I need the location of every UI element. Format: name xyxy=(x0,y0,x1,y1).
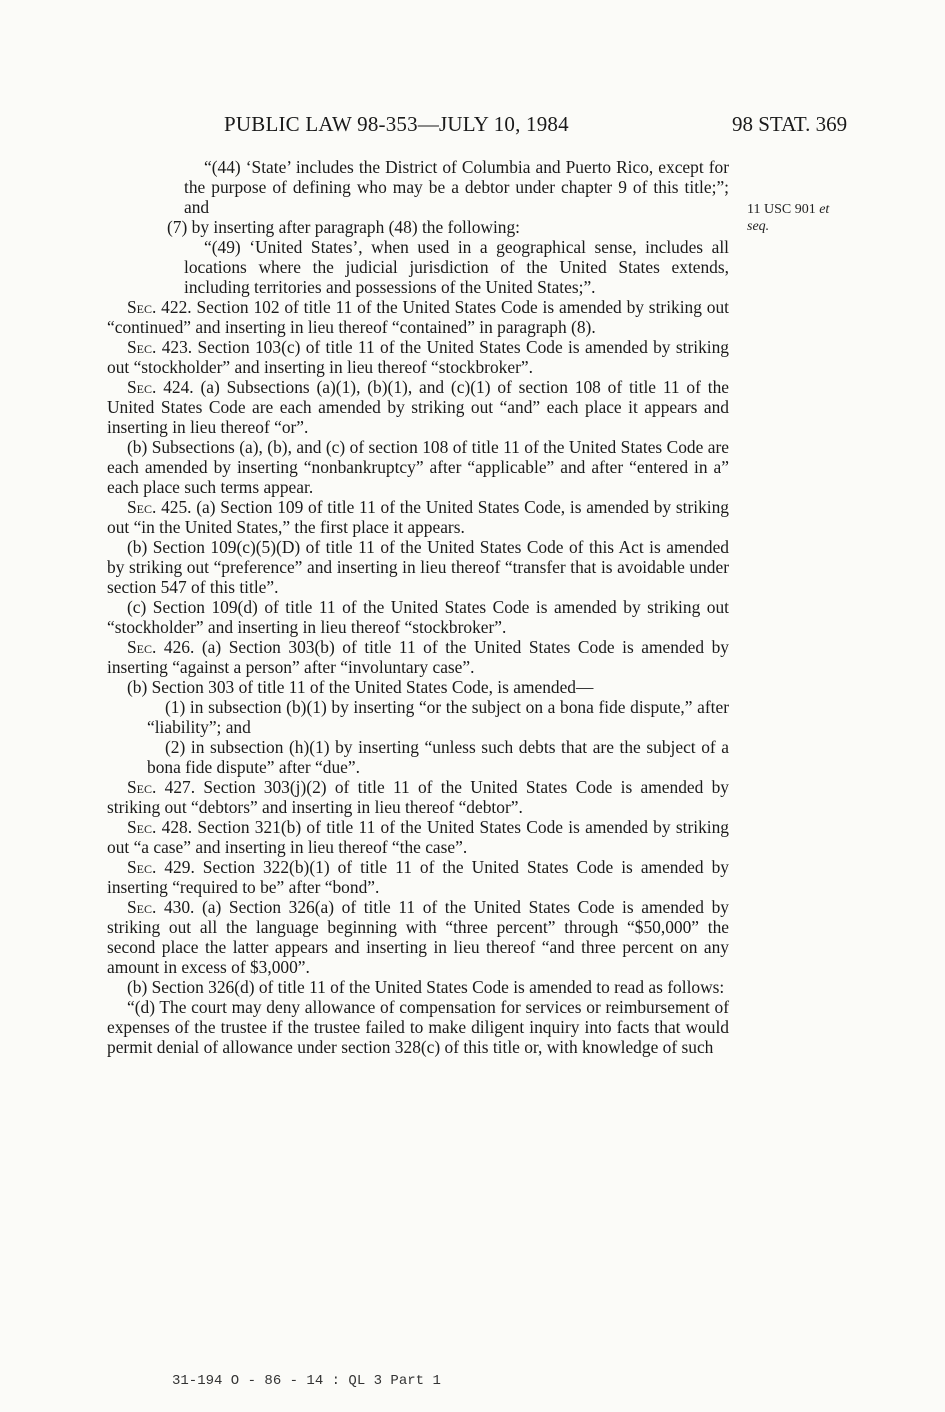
margin-citation xyxy=(747,201,867,235)
sec-label: Sec. xyxy=(127,377,157,397)
clause: (2) in subsection (h)(1) by inserting “unless such debts that are the subject of a bona fide dispute” after “due”. xyxy=(147,737,729,777)
section-text: 430. (a) Section 326(a) of title 11 of the United States Code is amended by striking out all the language beginning with “three percent” through “$50,000” the second place the latter appears and inserting in lieu thereof “and three percent on any amount in excess of $3,000”. xyxy=(107,897,729,977)
sec-label: Sec. xyxy=(127,777,157,797)
paragraph: “(49) ‘United States’, when used in a geographical sense, includes all locations where the judicial jurisdiction of the United States extends, including territories and possessions of the United States;”. xyxy=(184,237,729,297)
section-text: 426. (a) Section 303(b) of title 11 of the United States Code is amended by inserting “against a person” after “involuntary case”. xyxy=(107,637,729,677)
statute-page-number: 98 STAT. 369 xyxy=(732,112,848,136)
section-text: 425. (a) Section 109 of title 11 of the United States Code, is amended by striking out “in the United States,” the first place it appears. xyxy=(107,497,729,537)
section-text: 427. Section 303(j)(2) of title 11 of the United States Code is amended by striking out “debtors” and inserting in lieu thereof “debtor”. xyxy=(107,777,729,817)
sec-label: Sec. xyxy=(127,817,157,837)
section-text: 422. Section 102 of title 11 of the United States Code is amended by striking out “continued” and inserting in lieu thereof “contained” in paragraph (8). xyxy=(107,297,729,337)
section-text: 428. Section 321(b) of title 11 of the United States Code is amended by striking out “a case” and inserting in lieu thereof “the case”. xyxy=(107,817,729,857)
paragraph: (b) Section 109(c)(5)(D) of title 11 of the United States Code of this Act is amended by striking out “preference” and inserting in lieu thereof “transfer that is avoidable under section 547 of this title”. xyxy=(107,537,729,597)
sec-label: Sec. xyxy=(127,297,157,317)
sec-label: Sec. xyxy=(127,897,157,917)
section-426 xyxy=(107,637,729,677)
paragraph: (b) Section 326(d) of title 11 of the United States Code is amended to read as follows: xyxy=(127,977,725,997)
section-424 xyxy=(107,377,729,437)
section-428 xyxy=(107,817,729,857)
paragraph: (c) Section 109(d) of title 11 of the United States Code is amended by striking out “stockholder” and inserting in lieu thereof “stockbroker”. xyxy=(107,597,729,637)
margin-citation-et: et xyxy=(819,202,830,217)
section-427 xyxy=(107,777,729,817)
sec-label: Sec. xyxy=(127,637,157,657)
section-text: 429. Section 322(b)(1) of title 11 of the United States Code is amended by inserting “required to be” after “bond”. xyxy=(107,857,729,897)
section-425 xyxy=(107,497,729,537)
running-head: PUBLIC LAW 98-353—JULY 10, 1984 xyxy=(224,112,569,136)
clause: (1) in subsection (b)(1) by inserting “or the subject on a bona fide dispute,” after “liability”; and xyxy=(147,697,729,737)
page-body xyxy=(107,157,729,1057)
page-header xyxy=(0,112,945,142)
paragraph: (7) by inserting after paragraph (48) the following: xyxy=(167,217,521,237)
paragraph: (b) Subsections (a), (b), and (c) of section 108 of title 11 of the United States Code are each amended by inserting “nonbankruptcy” after “applicable” and after “entered in a” each place such terms appear. xyxy=(107,437,729,497)
sec-label: Sec. xyxy=(127,497,157,517)
section-430 xyxy=(107,897,729,977)
section-422 xyxy=(107,297,729,337)
paragraph: (b) Section 303 of title 11 of the United States Code, is amended— xyxy=(127,677,594,697)
section-text: 423. Section 103(c) of title 11 of the United States Code is amended by striking out “stockholder” and inserting in lieu thereof “stockbroker”. xyxy=(107,337,729,377)
quoted-subsection: “(d) The court may deny allowance of compensation for services or reimbursement of expenses of the trustee if the trustee failed to make diligent inquiry into facts that would permit denial of allowance under section 328(c) of this title or, with knowledge of such xyxy=(107,997,729,1057)
margin-citation-seq: seq. xyxy=(747,219,770,234)
section-423 xyxy=(107,337,729,377)
paragraph: “(44) ‘State’ includes the District of Columbia and Puerto Rico, except for the purpose of defining who may be a debtor under chapter 9 of this title;”; and xyxy=(184,157,729,217)
printer-footer: 31-194 O - 86 - 14 : QL 3 Part 1 xyxy=(172,1373,441,1389)
section-429 xyxy=(107,857,729,897)
margin-citation-text: 11 USC 901 xyxy=(747,202,820,217)
sec-label: Sec. xyxy=(127,857,157,877)
sec-label: Sec. xyxy=(127,337,157,357)
section-text: 424. (a) Subsections (a)(1), (b)(1), and (c)(1) of section 108 of title 11 of the United States Code are each amended by striking out “and” each place it appears and inserting in lieu thereof “or”. xyxy=(107,377,729,437)
